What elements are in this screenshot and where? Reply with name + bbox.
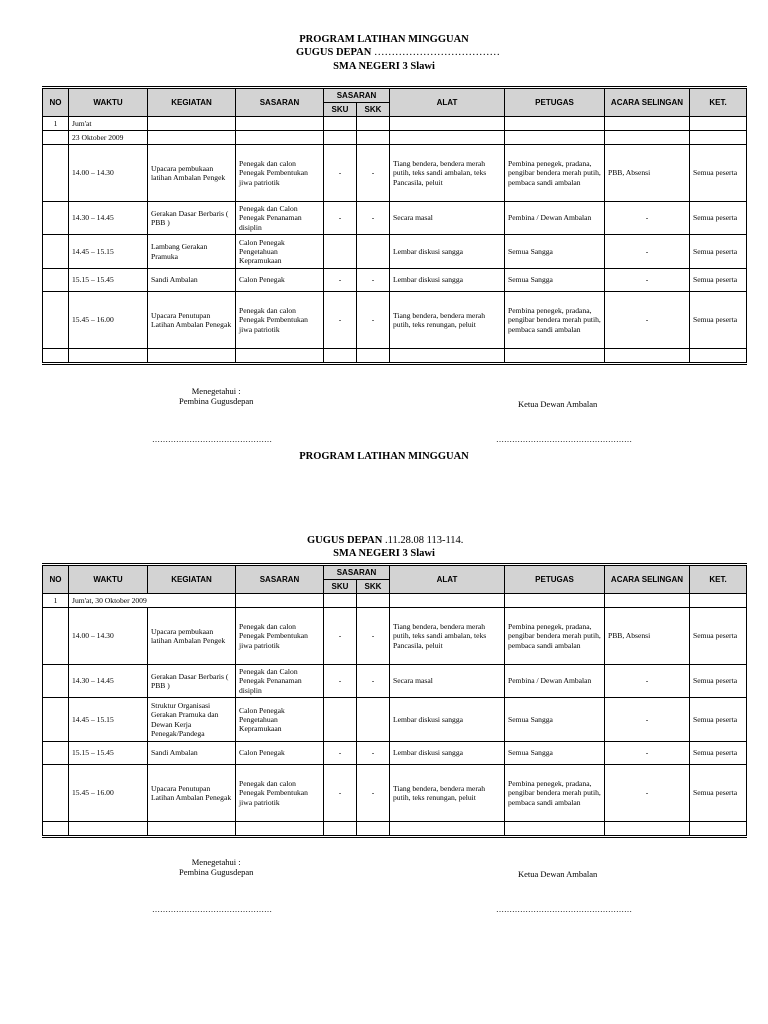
header-sku: SKU (324, 580, 357, 594)
cell-waktu: 15.15 – 15.45 (69, 269, 148, 292)
cell-alat: Tiang bendera, bendera merah putih, teks renungan, peluit (390, 292, 505, 349)
cell-sasaran: Penegak dan calon Penegak Pembentukan jiwa patriotik (236, 765, 324, 822)
cell-skk: - (357, 269, 390, 292)
table-row (43, 822, 747, 837)
cell-skk: - (357, 665, 390, 698)
cell-acara: - (605, 742, 690, 765)
cell-alat: Lembar diskusi sangga (390, 269, 505, 292)
cell-day: Jum'at (69, 117, 148, 131)
cell-ket: Semua peserta (690, 608, 747, 665)
ketua-label-2: Ketua Dewan Ambalan (518, 869, 598, 879)
table-row (43, 742, 747, 765)
cell-petugas: Pembina penegek, pradana, pengibar bendera merah putih, pembaca sandi ambalan (505, 292, 605, 349)
header-sasaran: SASARAN (236, 88, 324, 117)
cell-waktu: 14.30 – 14.45 (69, 202, 148, 235)
cell-sasaran: Calon Penegak (236, 742, 324, 765)
cell-kegiatan: Upacara pembukaan latihan Ambalan Pengek (148, 608, 236, 665)
table-row (43, 117, 747, 131)
cell-sku: - (324, 269, 357, 292)
cell-sku: - (324, 765, 357, 822)
cell-petugas: Semua Sangga (505, 235, 605, 269)
cell-alat: Tiang bendera, bendera merah putih, teks sandi ambalan, teks Pancasila, peluit (390, 608, 505, 665)
cell-sasaran: Penegak dan calon Penegak Pembentukan jiwa patriotik (236, 292, 324, 349)
cell-acara: - (605, 292, 690, 349)
ketua-label: Ketua Dewan Ambalan (518, 399, 598, 409)
cell-sasaran: Calon Penegak (236, 269, 324, 292)
cell-ket: Semua peserta (690, 665, 747, 698)
cell-sku: - (324, 608, 357, 665)
cell-petugas: Semua Sangga (505, 698, 605, 742)
known-by-label: Menegetahui : (191, 857, 241, 867)
cell-ket: Semua peserta (690, 742, 747, 765)
cell-petugas: Pembina / Dewan Ambalan (505, 202, 605, 235)
schedule-section-1 (42, 86, 746, 365)
cell-alat: Secara masal (390, 665, 505, 698)
cell-sasaran: Calon Penegak Pengetahuan Kepramukaan (236, 698, 324, 742)
cell-alat: Secara masal (390, 202, 505, 235)
gugus-depan-label: GUGUS DEPAN (307, 535, 383, 546)
header-no: NO (43, 88, 69, 117)
cell-ket: Semua peserta (690, 145, 747, 202)
known-by-label: Menegetahui : (191, 386, 241, 396)
cell-acara: - (605, 235, 690, 269)
cell-waktu: 14.45 – 15.15 (69, 698, 148, 742)
signature-block-pembina (179, 386, 253, 406)
header-sasaran-group: SASARAN (324, 565, 390, 580)
schedule-table (42, 86, 747, 365)
header-sku: SKU (324, 103, 357, 117)
cell-sasaran: Penegak dan calon Penegak Pembentukan jiwa patriotik (236, 145, 324, 202)
cell-no: 1 (43, 117, 69, 131)
table-row (43, 349, 747, 364)
table-row (43, 665, 747, 698)
cell-acara: - (605, 765, 690, 822)
cell-waktu: 14.00 – 14.30 (69, 608, 148, 665)
cell-sku: - (324, 665, 357, 698)
cell-alat: Lembar diskusi sangga (390, 698, 505, 742)
cell-acara: - (605, 665, 690, 698)
gugus-depan-line-2 (307, 535, 463, 546)
cell-kegiatan: Struktur Organisasi Gerakan Pramuka dan Dewan Kerja Penegak/Pandega (148, 698, 236, 742)
cell-kegiatan: Upacara pembukaan latihan Ambalan Pengek (148, 145, 236, 202)
table-row (43, 235, 747, 269)
cell-ket: Semua peserta (690, 292, 747, 349)
header-acara: ACARA SELINGAN (605, 88, 690, 117)
cell-ket: Semua peserta (690, 269, 747, 292)
cell-sku: - (324, 742, 357, 765)
gugus-depan-label: GUGUS DEPAN (296, 47, 372, 58)
cell-waktu: 14.30 – 14.45 (69, 665, 148, 698)
signature-line-left-2: ……………………………………… (152, 905, 272, 914)
cell-acara: - (605, 698, 690, 742)
header-petugas: PETUGAS (505, 565, 605, 594)
cell-sku (324, 698, 357, 742)
schedule-table (42, 563, 747, 838)
header-waktu: WAKTU (69, 88, 148, 117)
cell-petugas: Pembina / Dewan Ambalan (505, 665, 605, 698)
cell-alat: Lembar diskusi sangga (390, 742, 505, 765)
cell-no: 1 (43, 594, 69, 608)
cell-skk (357, 235, 390, 269)
cell-waktu: 14.45 – 15.15 (69, 235, 148, 269)
table-row (43, 608, 747, 665)
cell-date: 23 Oktober 2009 (69, 131, 148, 145)
cell-kegiatan: Upacara Penutupan Latihan Ambalan Penegak (148, 292, 236, 349)
table-row (43, 269, 747, 292)
header-waktu: WAKTU (69, 565, 148, 594)
cell-waktu: 15.45 – 16.00 (69, 292, 148, 349)
cell-sasaran: Penegak dan Calon Penegak Penanaman disiplin (236, 202, 324, 235)
signature-block-pembina-2 (179, 857, 253, 877)
cell-acara: PBB, Absensi (605, 145, 690, 202)
cell-sasaran: Calon Penegak Pengetahuan Kepramukaan (236, 235, 324, 269)
cell-sku: - (324, 202, 357, 235)
gugus-depan-line (296, 47, 500, 58)
cell-alat: Lembar diskusi sangga (390, 235, 505, 269)
school-name-2: SMA NEGERI 3 Slawi (333, 548, 435, 559)
cell-petugas: Pembina penegek, pradana, pengibar bendera merah putih, pembaca sandi ambalan (505, 765, 605, 822)
cell-waktu: 14.00 – 14.30 (69, 145, 148, 202)
header-no: NO (43, 565, 69, 594)
cell-ket: Semua peserta (690, 698, 747, 742)
header-petugas: PETUGAS (505, 88, 605, 117)
header-alat: ALAT (390, 565, 505, 594)
cell-acara: PBB, Absensi (605, 608, 690, 665)
cell-sku (324, 235, 357, 269)
cell-waktu: 15.15 – 15.45 (69, 742, 148, 765)
cell-petugas: Semua Sangga (505, 742, 605, 765)
cell-sasaran: Penegak dan calon Penegak Pembentukan jiwa patriotik (236, 608, 324, 665)
cell-acara: - (605, 202, 690, 235)
table-row (43, 131, 747, 145)
cell-kegiatan: Gerakan Dasar Berbaris ( PBB ) (148, 202, 236, 235)
table-row (43, 202, 747, 235)
schedule-section-2 (42, 563, 746, 838)
cell-skk (357, 698, 390, 742)
cell-alat: Tiang bendera, bendera merah putih, teks sandi ambalan, teks Pancasila, peluit (390, 145, 505, 202)
pembina-label: Pembina Gugusdepan (179, 867, 254, 877)
signature-line-right-2: …………………………………………… (496, 905, 632, 914)
cell-kegiatan: Sandi Ambalan (148, 742, 236, 765)
table-row (43, 698, 747, 742)
cell-day: Jum'at, 30 Oktober 2009 (69, 594, 236, 608)
table-row (43, 292, 747, 349)
cell-alat: Tiang bendera, bendera merah putih, teks renungan, peluit (390, 765, 505, 822)
cell-waktu: 15.45 – 16.00 (69, 765, 148, 822)
gugus-depan-value: ……………………………… (373, 47, 500, 58)
cell-kegiatan: Lambang Gerakan Pramuka (148, 235, 236, 269)
header-ket: KET. (690, 88, 747, 117)
schedule-body (43, 117, 747, 364)
cell-ket: Semua peserta (690, 765, 747, 822)
header-alat: ALAT (390, 88, 505, 117)
cell-skk: - (357, 145, 390, 202)
cell-ket: Semua peserta (690, 235, 747, 269)
header-kegiatan: KEGIATAN (148, 565, 236, 594)
cell-kegiatan: Gerakan Dasar Berbaris ( PBB ) (148, 665, 236, 698)
header-sasaran-group: SASARAN (324, 88, 390, 103)
school-name: SMA NEGERI 3 Slawi (333, 61, 435, 72)
pembina-label: Pembina Gugusdepan (179, 396, 254, 406)
cell-sku: - (324, 145, 357, 202)
gugus-depan-value: .11.28.08 113-114. (384, 535, 464, 546)
table-row (43, 594, 747, 608)
page-title-2: PROGRAM LATIHAN MINGGUAN (299, 451, 469, 462)
header-skk: SKK (357, 580, 390, 594)
cell-sku: - (324, 292, 357, 349)
header-ket: KET. (690, 565, 747, 594)
cell-skk: - (357, 742, 390, 765)
header-skk: SKK (357, 103, 390, 117)
cell-ket: Semua peserta (690, 202, 747, 235)
header-kegiatan: KEGIATAN (148, 88, 236, 117)
page-title: PROGRAM LATIHAN MINGGUAN (299, 34, 469, 45)
table-row (43, 765, 747, 822)
cell-acara: - (605, 269, 690, 292)
schedule-body (43, 594, 747, 837)
cell-sasaran: Penegak dan Calon Penegak Penanaman disiplin (236, 665, 324, 698)
cell-petugas: Pembina penegek, pradana, pengibar bendera merah putih, pembaca sandi ambalan (505, 145, 605, 202)
cell-skk: - (357, 202, 390, 235)
cell-kegiatan: Sandi Ambalan (148, 269, 236, 292)
cell-kegiatan: Upacara Penutupan Latihan Ambalan Penegak (148, 765, 236, 822)
cell-skk: - (357, 292, 390, 349)
header-acara: ACARA SELINGAN (605, 565, 690, 594)
cell-petugas: Pembina penegek, pradana, pengibar bendera merah putih, pembaca sandi ambalan (505, 608, 605, 665)
cell-skk: - (357, 608, 390, 665)
signature-line-right: …………………………………………… (496, 435, 632, 444)
table-row (43, 145, 747, 202)
header-sasaran: SASARAN (236, 565, 324, 594)
cell-petugas: Semua Sangga (505, 269, 605, 292)
cell-skk: - (357, 765, 390, 822)
signature-line-left: ……………………………………… (152, 435, 272, 444)
